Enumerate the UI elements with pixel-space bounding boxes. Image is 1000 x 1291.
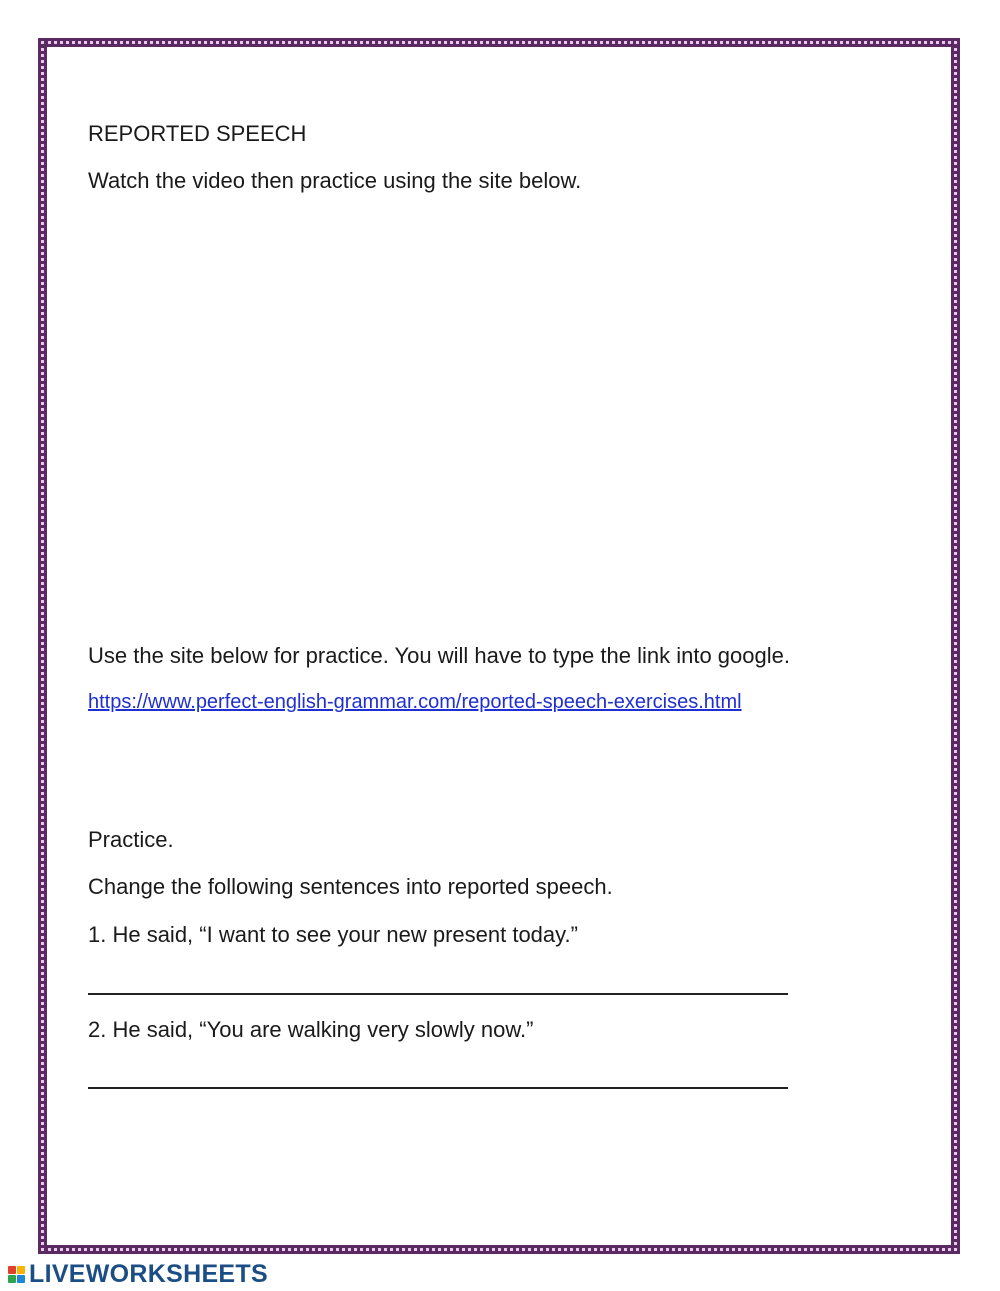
footer-brand[interactable] xyxy=(8,1260,268,1289)
brand-name: LIVEWORKSHEETS xyxy=(29,1260,268,1288)
worksheet-instruction: Watch the video then practice using the site below. xyxy=(88,168,582,193)
practice-instruction: Change the following sentences into reported speech. xyxy=(88,874,613,899)
practice-heading: Practice. xyxy=(88,827,174,852)
worksheet-title: REPORTED SPEECH xyxy=(88,121,307,146)
question-1: 1. He said, “I want to see your new present today.” xyxy=(88,922,578,947)
site-instruction: Use the site below for practice. You will have to type the link into google. xyxy=(88,643,790,668)
practice-site-link[interactable]: https://www.perfect-english-grammar.com/reported-speech-exercises.html xyxy=(88,691,742,713)
question-2: 2. He said, “You are walking very slowly now.” xyxy=(88,1017,534,1042)
video-area xyxy=(88,215,868,615)
liveworksheets-logo-icon xyxy=(8,1266,25,1283)
answer-line-2[interactable] xyxy=(88,1087,788,1089)
answer-line-1[interactable] xyxy=(88,993,788,995)
